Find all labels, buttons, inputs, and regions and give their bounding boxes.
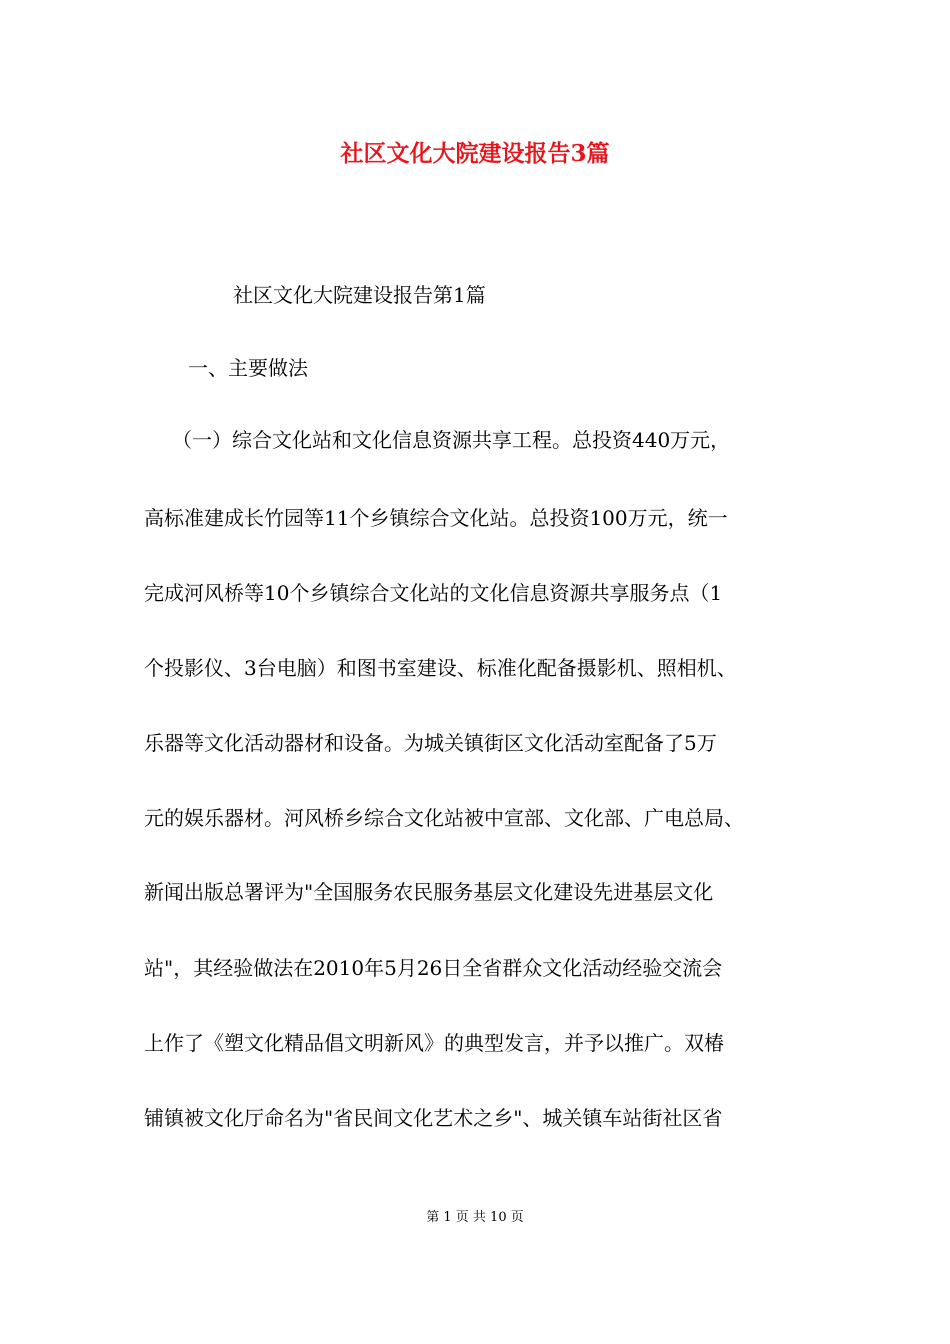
paragraph-line: 乐器等文化活动器材和设备。为城关镇街区文化活动室配备了5万 (144, 731, 717, 755)
heading-main-practices: 一、主要做法 (188, 356, 308, 380)
page-number-footer: 第 1 页 共 10 页 (426, 1210, 524, 1225)
paragraph-line: （一）综合文化站和文化信息资源共享工程。总投资440万元， (172, 428, 731, 452)
paragraph-line: 新闻出版总署评为"全国服务农民服务基层文化建设先进基层文化 (144, 880, 714, 904)
document-title: 社区文化大院建设报告3篇 (340, 140, 610, 167)
paragraph-line: 铺镇被文化厅命名为"省民间文化艺术之乡"、城关镇车站街社区省 (144, 1106, 723, 1130)
paragraph-line: 个投影仪、3台电脑）和图书室建设、标准化配备摄影机、照相机、 (144, 656, 737, 680)
paragraph-line: 完成河风桥等10个乡镇综合文化站的文化信息资源共享服务点（1 (144, 581, 723, 605)
paragraph-line: 元的娱乐器材。河风桥乡综合文化站被中宣部、文化部、广电总局、 (144, 806, 744, 830)
section-title: 社区文化大院建设报告第1篇 (233, 283, 486, 307)
paragraph-line: 高标准建成长竹园等11个乡镇综合文化站。总投资100万元，统一 (144, 506, 728, 530)
paragraph-line: 上作了《塑文化精品倡文明新风》的典型发言，并予以推广。双椿 (144, 1031, 724, 1055)
paragraph-line: 站"，其经验做法在2010年5月26日全省群众文化活动经验交流会 (144, 956, 723, 980)
